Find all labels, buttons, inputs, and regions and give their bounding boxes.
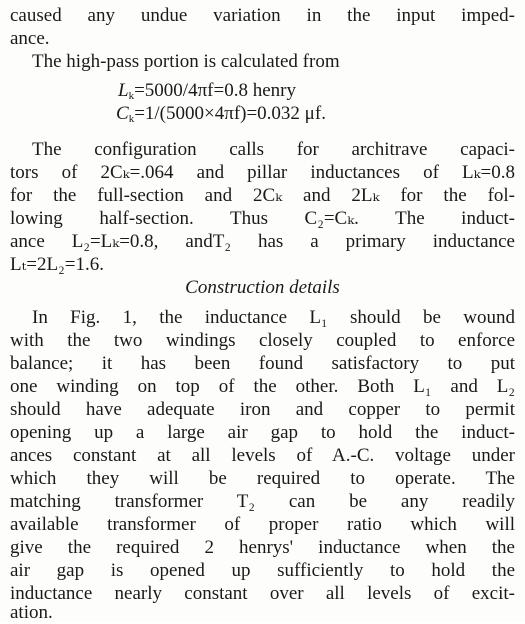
para4-line-3: balance; it has been found satisfactory to put [10, 353, 515, 374]
para3-line-5: ance L₂=Lₖ=0.8, andT₂ has a primary inductance [10, 231, 515, 252]
para1-line-2: ance. [10, 28, 50, 49]
equation-capacitance [116, 102, 326, 125]
eq2-sub: k [128, 113, 135, 125]
eq1-rhs: =5000/4πf=0.8 henry [134, 80, 296, 101]
para3-line-6: Lₜ=2L₂=1.6. [10, 254, 104, 275]
para3-line-2: tors of 2Cₖ=.064 and pillar inductances of Lₖ=0.8 [10, 162, 515, 183]
equation-inductance [118, 79, 296, 102]
para4-line-2: with the two windings closely coupled to enforce [10, 330, 515, 351]
para3-line-1: The configuration calls for architrave capaci- [32, 139, 515, 160]
para3-line-3: for the full-section and 2Cₖ and 2Lₖ for the fol- [10, 185, 515, 206]
para3-line-4: lowing half-section. Thus C₂=Cₖ. The induct- [10, 208, 515, 229]
para2-intro: The high-pass portion is calculated from [32, 51, 340, 72]
eq1-lhs: L [118, 80, 129, 101]
para4-line-14: ation. [10, 602, 53, 623]
para4-line-7: ances constant at all levels of A.-C. voltage under [10, 445, 515, 466]
eq2-rhs: =1/(5000×4πf)=0.032 μf. [134, 103, 326, 124]
eq2-lhs: C [116, 103, 129, 124]
para4-line-10: available transformer of proper ratio which will [10, 514, 515, 535]
eq1-sub: k [128, 90, 135, 102]
para4-line-4: one winding on top of the other. Both L₁ and L₂ [10, 376, 515, 397]
para4-line-11: give the required 2 henrys' inductance when the [10, 537, 515, 558]
para4-line-9: matching transformer T₂ can be any readily [10, 491, 515, 512]
para4-line-12: air gap is opened up sufficiently to hold the [10, 560, 515, 581]
para4-line-5: should have adequate iron and copper to permit [10, 399, 515, 420]
para4-line-1: In Fig. 1, the inductance L₁ should be wound [32, 307, 515, 328]
para4-line-6: opening up a large air gap to hold the induct- [10, 422, 515, 443]
para4-line-13: inductance nearly constant over all levels of excit- [10, 583, 515, 604]
para1-line-1: caused any undue variation in the input imped- [10, 5, 515, 26]
section-heading: Construction details [185, 277, 340, 298]
para4-line-8: which they will be required to operate. The [10, 468, 515, 489]
